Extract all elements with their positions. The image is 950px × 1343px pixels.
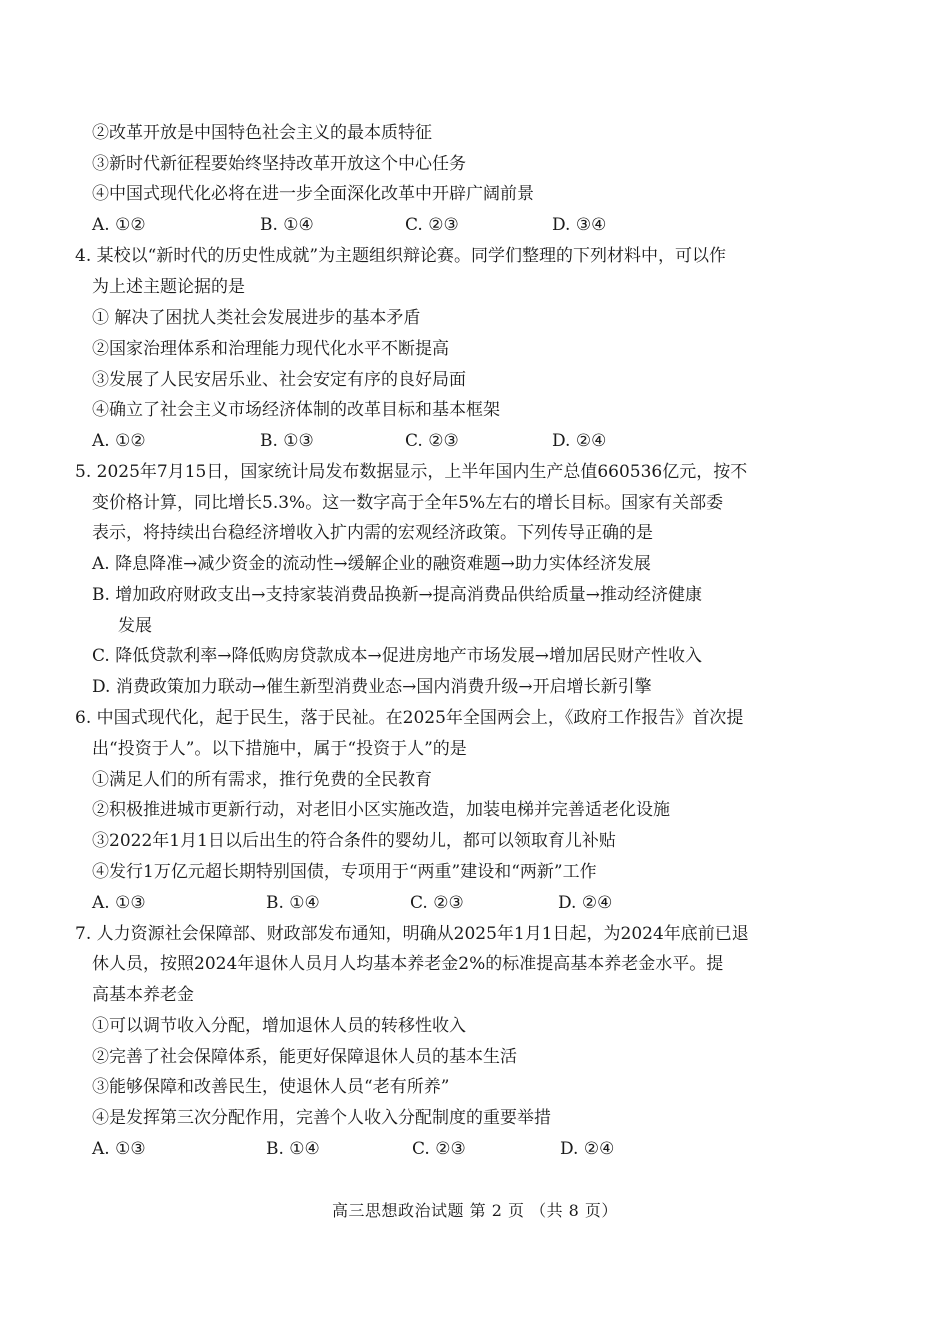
q4-stem-line-2: 为上述主题论据的是: [92, 277, 245, 297]
q6-option-b: B. ①④: [266, 893, 320, 913]
q3-item-2: ②改革开放是中国特色社会主义的最本质特征: [92, 123, 432, 143]
q6-option-d: D. ②④: [558, 893, 613, 913]
q7-item-3: ③能够保障和改善民生，使退休人员“老有所养”: [92, 1077, 450, 1097]
q4-option-a: A. ①②: [92, 431, 146, 451]
q7-item-2: ②完善了社会保障体系，能更好保障退休人员的基本生活: [92, 1047, 517, 1067]
q6-stem-line-1: 6. 中国式现代化，起于民生，落于民祉。在2025年全国两会上，《政府工作报告》首次提: [75, 708, 744, 728]
q3-option-c: C. ②③: [405, 215, 459, 235]
page-footer: 高三思想政治试题 第 2 页 （共 8 页）: [332, 1201, 618, 1220]
q4-option-b: B. ①③: [260, 431, 314, 451]
q7-stem-line-3: 高基本养老金: [92, 985, 194, 1005]
q5-stem-line-1: 5. 2025年7月15日，国家统计局发布数据显示，上半年国内生产总值660536亿元，按不: [75, 462, 748, 482]
q7-item-1: ①可以调节收入分配，增加退休人员的转移性收入: [92, 1016, 466, 1036]
q6-stem-line-2: 出“投资于人”。以下措施中，属于“投资于人”的是: [92, 739, 467, 759]
q4-option-d: D. ②④: [552, 431, 607, 451]
q3-item-4: ④中国式现代化必将在进一步全面深化改革中开辟广阔前景: [92, 184, 534, 204]
q7-option-c: C. ②③: [412, 1139, 466, 1159]
q7-option-d: D. ②④: [560, 1139, 615, 1159]
q5-choice-d: D. 消费政策加力联动→催生新型消费业态→国内消费升级→开启增长新引擎: [92, 677, 652, 697]
q6-item-3: ③2022年1月1日以后出生的符合条件的婴幼儿，都可以领取育儿补贴: [92, 831, 616, 851]
q6-item-1: ①满足人们的所有需求，推行免费的全民教育: [92, 770, 432, 790]
q3-option-d: D. ③④: [552, 215, 607, 235]
q5-stem-line-2: 变价格计算，同比增长5.3%。这一数字高于全年5%左右的增长目标。国家有关部委: [92, 493, 724, 513]
q5-stem-line-3: 表示，将持续出台稳经济增收入扩内需的宏观经济政策。下列传导正确的是: [92, 523, 653, 543]
q5-choice-b: B. 增加政府财政支出→支持家装消费品换新→提高消费品供给质量→推动经济健康: [92, 585, 703, 605]
q7-option-a: A. ①③: [92, 1139, 146, 1159]
q4-item-3: ③发展了人民安居乐业、社会安定有序的良好局面: [92, 370, 466, 390]
q3-item-3: ③新时代新征程要始终坚持改革开放这个中心任务: [92, 154, 466, 174]
q6-item-4: ④发行1万亿元超长期特别国债，专项用于“两重”建设和“两新”工作: [92, 862, 597, 882]
q4-item-2: ②国家治理体系和治理能力现代化水平不断提高: [92, 339, 449, 359]
q7-stem-line-2: 休人员，按照2024年退休人员月人均基本养老金2%的标准提高基本养老金水平。提: [92, 954, 724, 974]
q3-option-a: A. ①②: [92, 215, 146, 235]
q4-option-c: C. ②③: [405, 431, 459, 451]
q5-choice-a: A. 降息降准→减少资金的流动性→缓解企业的融资难题→助力实体经济发展: [92, 554, 651, 574]
q7-option-b: B. ①④: [266, 1139, 320, 1159]
q4-stem-line-1: 4. 某校以“新时代的历史性成就”为主题组织辩论赛。同学们整理的下列材料中，可以作: [75, 246, 727, 266]
q6-item-2: ②积极推进城市更新行动，对老旧小区实施改造，加装电梯并完善适老化设施: [92, 800, 670, 820]
q5-choice-b-continued: 发展: [118, 616, 152, 636]
q4-item-4: ④确立了社会主义市场经济体制的改革目标和基本框架: [92, 400, 500, 420]
q5-choice-c: C. 降低贷款利率→降低购房贷款成本→促进房地产市场发展→增加居民财产性收入: [92, 646, 702, 666]
q7-item-4: ④是发挥第三次分配作用，完善个人收入分配制度的重要举措: [92, 1108, 551, 1128]
q7-stem-line-1: 7. 人力资源社会保障部、财政部发布通知，明确从2025年1月1日起，为2024年底前已退: [75, 924, 749, 944]
q4-item-1: ① 解决了困扰人类社会发展进步的基本矛盾: [92, 308, 421, 328]
q6-option-a: A. ①③: [92, 893, 146, 913]
q3-option-b: B. ①④: [260, 215, 314, 235]
q6-option-c: C. ②③: [410, 893, 464, 913]
